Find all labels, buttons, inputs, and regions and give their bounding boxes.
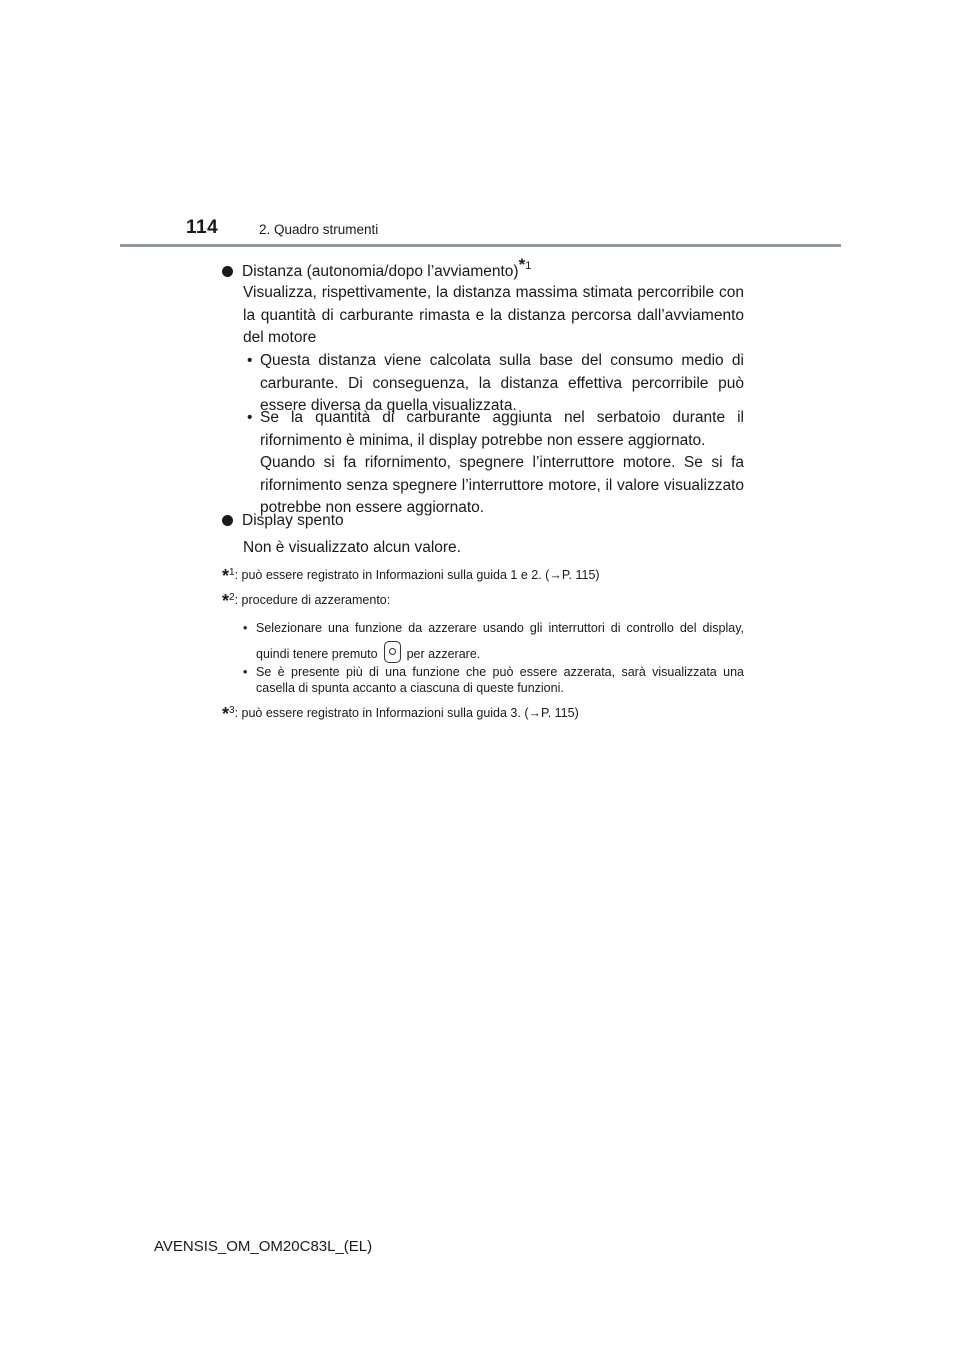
page-header: [0, 0, 960, 250]
steering-ok-button-icon: [384, 641, 401, 663]
document-code: AVENSIS_OM_OM20C83L_(EL): [154, 1238, 373, 1255]
footnote-ref: 1: [525, 260, 532, 272]
footnote-2-sub-1: • Selezionare una funzione da azzerare usando gli interruttori di controllo del display, quindi tenere premuto per azzerare.: [243, 615, 744, 667]
item-distance-sub-2: • Se la quantità di carburante aggiunta nel serbatoio durante il rifornimento è minima, il display potrebbe non essere aggiornato.: [247, 409, 744, 449]
item-distance-heading: Distanza (autonomia/dopo l’avviamento)*$^1$: [222, 254, 531, 283]
item-distance-sub-2-continuation: Quando si fa rifornimento, spegnere l’interruttore motore. Se si fa rifornimento senza spegnere l’interruttore motore, il valore visualizzato potrebbe non essere aggiornato.: [260, 454, 744, 516]
sub-bullet: •: [247, 409, 253, 426]
bullet-icon: [222, 515, 233, 526]
item-distance-body: Visualizza, rispettivamente, la distanza massima stimata percorribile con la quantità di carburante rimasta e la distanza percorsa dall’avviamento del motore: [243, 284, 744, 346]
footnote-1: *$^1$: può essere registrato in Informazioni sulla guida 1 e 2. (→P. 115): [222, 566, 600, 586]
footnote-2-sub-2: • Se è presente più di una funzione che può essere azzerata, sarà visualizzata una casella di spunta accanto a ciascuna di queste funzioni.: [243, 665, 744, 695]
footnote-star-marker: *: [518, 255, 526, 274]
header-divider: [120, 244, 841, 247]
footnote-star-marker: *: [222, 591, 230, 611]
item-distance-sub-1: • Questa distanza viene calcolata sulla base del consumo medio di carburante. Di conseguenza, la distanza effettiva percorribile può essere diversa da quella visualizzata.: [247, 352, 744, 414]
sub-bullet: •: [243, 621, 248, 635]
footnote-3: *$^3$: può essere registrato in Informazioni sulla guida 3. (→P. 115): [222, 704, 579, 724]
footnote-star-marker: *: [222, 704, 230, 724]
footnote-2: *$^2$: procedure di azzeramento:: [222, 591, 391, 611]
sub-bullet: •: [243, 665, 248, 679]
item-display-off-heading: Display spento: [222, 510, 344, 532]
page-number: 114: [186, 217, 219, 238]
footnote-star-marker: *: [222, 566, 230, 586]
item-display-off-body: Non è visualizzato alcun valore.: [243, 539, 461, 556]
sub-bullet: •: [247, 352, 253, 369]
section-title: 2. Quadro strumenti: [259, 222, 379, 237]
bullet-icon: [222, 266, 233, 277]
